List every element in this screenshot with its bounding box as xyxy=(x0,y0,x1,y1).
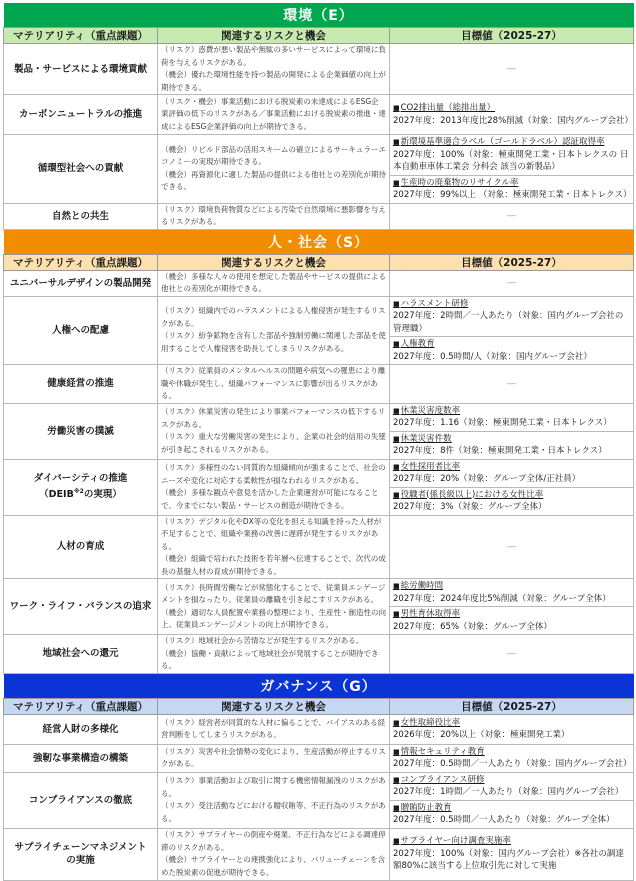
target-block xyxy=(390,175,633,203)
no-target-dash: ― xyxy=(507,541,517,552)
target-block xyxy=(390,297,633,337)
column-header-materiality: マテリアリティ（重点課題） xyxy=(4,698,158,714)
table-row xyxy=(4,772,634,828)
risk-item: （リスク）受注活動などにおける贈収賄等、不正行為のリスクがある。 xyxy=(161,801,386,823)
risk-opportunity-cell xyxy=(158,365,390,404)
materiality-name xyxy=(4,365,158,404)
target-cell xyxy=(390,270,634,296)
target-cell xyxy=(390,44,634,95)
risk-opportunity-cell xyxy=(158,744,390,772)
target-title: ■ ハラスメント研修 xyxy=(393,298,630,311)
risk-opportunity-cell xyxy=(158,203,390,229)
target-title: ■ 生産時の廃棄物のリサイクル率 xyxy=(393,177,630,190)
risk-opportunity-cell xyxy=(158,515,390,579)
risk-item: （機会）協働・貢献によって地域社会が発展することが期待できる。 xyxy=(161,648,379,670)
target-block xyxy=(390,606,633,634)
table-row xyxy=(4,365,634,404)
risk-opportunity-cell xyxy=(158,135,390,204)
target-block xyxy=(390,716,633,743)
materiality-name xyxy=(4,744,158,772)
section-table xyxy=(3,674,634,881)
table-row xyxy=(4,135,634,204)
risk-item: （機会）適切な人員配置や業務の整理により、生産性・創造性の向上、従業員エンゲージメントの向上が期待できる。 xyxy=(161,607,386,629)
target-title: ■ 休業災害件数 xyxy=(393,433,630,446)
target-title: ■ 贈賄防止教育 xyxy=(393,802,630,815)
target-cell xyxy=(390,515,634,579)
target-title: ■ CO2排出量（総排出量） xyxy=(393,102,630,115)
target-block xyxy=(390,336,633,364)
target-block xyxy=(390,101,633,128)
target-value: 2027年度：3%（対象：グループ全体） xyxy=(393,502,547,512)
risk-item: （リスク）サプライヤーの倒産や廃業、不正行為などによる調達停滞のリスクがある。 xyxy=(161,830,386,852)
target-value: 2027年度：1.16（対象：極東開発工業・日本トレクス） xyxy=(393,418,612,428)
risk-opportunity-cell xyxy=(158,635,390,674)
target-block xyxy=(390,431,633,459)
column-header-materiality: マテリアリティ（重点課題） xyxy=(4,28,158,44)
section-title: 人・社会（S） xyxy=(4,230,634,255)
target-value: 2027年度：2時間／一人あたり（対象：国内グループ会社の管理職） xyxy=(393,311,624,334)
column-header-materiality: マテリアリティ（重点課題） xyxy=(4,254,158,270)
target-cell xyxy=(390,365,634,404)
materiality-label: ダイバーシティの推進 xyxy=(33,473,128,485)
table-row xyxy=(4,296,634,365)
table-row xyxy=(4,270,634,296)
target-cell xyxy=(390,714,634,744)
risk-item: （リスク）休業災害の発生により事業パフォーマンスの低下するリスクがある。 xyxy=(161,407,386,429)
materiality-label: 製品・サービスによる環境貢献 xyxy=(13,63,147,75)
target-cell xyxy=(390,459,634,515)
risk-item: （リスク）環境負荷物質などによる汚染で自然環境に悪影響を与えるリスクがある。 xyxy=(161,204,386,226)
materiality-name xyxy=(4,772,158,828)
section-table xyxy=(3,230,634,674)
target-value: 2027年度：100%（対象：極東開発工業・日本トレクスの 日本自動車車体工業会 分科会 該当の新製品） xyxy=(393,149,629,172)
footnote-mark: ※2 xyxy=(73,488,84,496)
risk-item: （機会）組織で培われた技術を若年層へ伝達することで、次代の成長の基盤人材の育成が期待できる。 xyxy=(161,554,386,576)
materiality-label: サプライチェーンマネジメント xyxy=(14,842,147,853)
section-title: 環境（E） xyxy=(4,3,634,28)
materiality-name xyxy=(4,515,158,579)
materiality-name xyxy=(4,828,158,880)
risk-opportunity-cell xyxy=(158,459,390,515)
no-target-dash: ― xyxy=(507,648,517,659)
target-title: ■ 女性採用者比率 xyxy=(393,461,630,474)
risk-opportunity-cell xyxy=(158,714,390,744)
table-row xyxy=(4,579,634,635)
materiality-name xyxy=(4,270,158,296)
materiality-name xyxy=(4,44,158,95)
table-row xyxy=(4,459,634,515)
column-header-target: 目標値（2025-27） xyxy=(390,28,634,44)
target-value: 2027年度：8件（対象：極東開発工業・日本トレクス） xyxy=(393,446,607,456)
risk-opportunity-cell xyxy=(158,44,390,95)
target-title: ■ 男性育休取得率 xyxy=(393,608,630,621)
target-value: 2027年度：1時間／一人あたり（対象：国内グループ会社） xyxy=(393,787,624,797)
column-header-row xyxy=(4,698,634,714)
target-title: ■ 役職者(係長級以上)における女性比率 xyxy=(393,489,630,502)
target-cell xyxy=(390,403,634,459)
risk-item: （リスク）惑費が悪い製品や無駄の多いサービスによって環境に負荷を与えるリスクがある。 xyxy=(161,45,386,67)
section-band xyxy=(4,230,634,255)
target-cell xyxy=(390,203,634,229)
risk-opportunity-cell xyxy=(158,403,390,459)
target-cell xyxy=(390,744,634,772)
materiality-label: 労働災害の撲滅 xyxy=(47,425,114,437)
materiality-table xyxy=(3,3,633,881)
materiality-name xyxy=(4,403,158,459)
no-target-dash: ― xyxy=(507,277,517,288)
target-value: 2027年度：20%（対象：グループ全体/正社員） xyxy=(393,474,581,484)
target-title: ■ 休業災害度数率 xyxy=(393,405,630,418)
materiality-label: コンプライアンスの徹底 xyxy=(28,794,133,806)
target-cell xyxy=(390,635,634,674)
column-header-risk: 関連するリスクと機会 xyxy=(158,698,390,714)
target-title: ■ サプライヤー向け調査実施率 xyxy=(393,835,630,848)
risk-item: （リスク）経営者が同質的な人材に偏ることで、バイアスのある経営判断をしてしまうリスクがある。 xyxy=(161,717,386,739)
table-row xyxy=(4,635,634,674)
risk-item: （リスク）事業活動および取引に関する機密情報漏洩のリスクがある。 xyxy=(161,776,386,798)
risk-item: （リスク）従業員のメンタルヘルスの問題や病気への罹患により離職や休職が発生し、組織パフォーマンスに影響が出るリスクがある。 xyxy=(161,366,386,400)
target-block xyxy=(390,579,633,606)
risk-item: （リスク）重大な労働災害の発生により、企業の社会的信用の失墜が引き起こされるリスクがある。 xyxy=(161,432,386,454)
target-title: ■ 新環境基準適合ラベル（ゴールドラベル）認証取得率 xyxy=(393,136,630,149)
table-row xyxy=(4,403,634,459)
table-row xyxy=(4,744,634,772)
materiality-label: 健康経営の推進 xyxy=(47,378,114,390)
risk-opportunity-cell xyxy=(158,270,390,296)
target-block xyxy=(390,834,633,874)
risk-item: （リスク）多様性のない同質的な組織傾向が強まることで、社会のニーズや変化に対応する柔軟性が損なわれるリスクがある。 xyxy=(161,463,386,485)
target-title: ■ 総労働時間 xyxy=(393,580,630,593)
target-title: ■ コンプライアンス研修 xyxy=(393,774,630,787)
target-block xyxy=(390,800,633,828)
materiality-label: カーボンニュートラルの推進 xyxy=(18,109,143,120)
target-block xyxy=(390,487,633,515)
materiality-sublabel: （DEIB xyxy=(39,489,74,501)
materiality-label: 循環型社会への貢献 xyxy=(37,163,124,175)
target-block xyxy=(390,135,633,175)
section-table xyxy=(3,3,634,230)
target-block xyxy=(390,745,633,772)
target-cell xyxy=(390,579,634,635)
risk-item: （リスク・機会）事業活動における脱炭素の未達成によるESG企業評価の低下のリスクがある／事業活動における脱炭素の推進・達成によるESG企業評価の向上が期待できる。 xyxy=(161,96,386,131)
section-band xyxy=(4,674,634,699)
no-target-dash: ― xyxy=(507,210,517,221)
column-header-row xyxy=(4,254,634,270)
target-value: 2027年度：100%（対象：国内グループ会社）※各社の調達額80%に該当する上位取引先に対して実施 xyxy=(393,848,624,872)
target-title: ■ 情報セキュリティ教育 xyxy=(393,746,630,759)
table-row xyxy=(4,95,634,135)
target-cell xyxy=(390,772,634,828)
target-block xyxy=(390,460,633,487)
materiality-name xyxy=(4,135,158,204)
materiality-name xyxy=(4,203,158,229)
table-row xyxy=(4,714,634,744)
table-row xyxy=(4,515,634,579)
risk-opportunity-cell xyxy=(158,95,390,135)
target-value: 2027年度：0.5時間／一人あたり（対象：グループ全体） xyxy=(393,815,615,825)
target-value: 2027年度：2013年度比28%削減（対象：国内グループ会社） xyxy=(393,115,633,126)
section-band xyxy=(4,3,634,28)
risk-item: （機会）優れた環境性能を持つ製品の開発による企業価値の向上が期待できる。 xyxy=(161,70,386,92)
risk-item: （リスク）デジタル化やDX等の変化を担える知識を持った人材が不足することで、組織や業務の改善に遅滞が発生するリスクがある。 xyxy=(161,516,382,551)
materiality-label: 人材の育成 xyxy=(56,541,105,553)
risk-item: （リスク）紛争鉱物を含有した部品や強制労働に関連した部品を使用することで人権侵害を助長してしまうリスクがある。 xyxy=(161,331,386,353)
table-row xyxy=(4,44,634,95)
risk-item: （リスク）地域社会から苦情などが発生するリスクがある。 xyxy=(161,636,364,645)
risk-item: （機会）再資源化に適した製品の提供による他社との差別化が期待できる。 xyxy=(161,169,386,192)
target-value: 2027年度：99%以上 （対象：極東開発工業・日本トレクス） xyxy=(393,190,632,200)
materiality-label: 地域社会への還元 xyxy=(42,648,119,660)
risk-item: （機会）リビルド部品の活用スキームの確立によるサーキュラーエコノミーの実現が期待できる。 xyxy=(161,144,386,167)
materiality-name xyxy=(4,714,158,744)
materiality-name xyxy=(4,579,158,635)
target-value: 2026年度：20%以上（対象：極東開発工業） xyxy=(393,730,570,740)
target-value: 2027年度：65%（対象：グループ全体） xyxy=(393,621,552,632)
column-header-risk: 関連するリスクと機会 xyxy=(158,254,390,270)
materiality-name xyxy=(4,296,158,365)
risk-opportunity-cell xyxy=(158,579,390,635)
target-cell xyxy=(390,296,634,365)
materiality-label: ワーク・ライフ・バランスの追求 xyxy=(9,601,152,612)
materiality-name xyxy=(4,459,158,515)
target-title: ■ 女性取締役比率 xyxy=(393,717,630,730)
target-value: 2027年度：0.5時間／一人あたり（対象：国内グループ会社） xyxy=(393,759,632,769)
target-cell xyxy=(390,828,634,880)
target-block xyxy=(390,773,633,800)
materiality-name xyxy=(4,95,158,135)
materiality-label: 強靭な事業構造の構築 xyxy=(32,752,128,764)
materiality-label: 経営人財の多様化 xyxy=(42,723,119,735)
column-header-target: 目標値（2025-27） xyxy=(390,254,634,270)
section-title: ガバナンス（G） xyxy=(4,674,634,699)
column-header-row xyxy=(4,28,634,44)
target-cell xyxy=(390,95,634,135)
materiality-label: 自然との共生 xyxy=(51,210,109,222)
no-target-dash: ― xyxy=(507,63,517,74)
risk-opportunity-cell xyxy=(158,296,390,365)
risk-item: （機会）多様な人々の使用を想定した製品やサービスの提供による他社との差別化が期待できる。 xyxy=(161,271,386,293)
materiality-label: 人権への配慮 xyxy=(51,324,109,336)
risk-item: （リスク）長時間労働などが常態化することで、従業員エンゲージメントを損なったり、従業員の離職を引き起こすリスクがある。 xyxy=(161,582,386,604)
target-block xyxy=(390,404,633,431)
materiality-sublabel-end: の実現） xyxy=(83,489,122,501)
target-title: ■ 人権教育 xyxy=(393,338,630,351)
target-cell xyxy=(390,135,634,204)
table-row xyxy=(4,828,634,880)
risk-item: （リスク）災害や社会情勢の変化により、生産活動が停止するリスクがある。 xyxy=(161,746,386,768)
target-value: 2027年度：0.5時間/人（対象：国内グループ会社） xyxy=(393,351,592,362)
table-row xyxy=(4,203,634,229)
risk-item: （リスク）組織内でのハラスメントによる人権侵害が発生するリスクがある。 xyxy=(161,306,386,328)
risk-item: （機会）多様な観点や意見を活かした企業運営が可能になることで、今までにない製品・サービスの創造が期待できる。 xyxy=(161,488,379,510)
materiality-label: ユニバーサルデザインの製品開発 xyxy=(9,277,152,289)
materiality-label-line2: の実施 xyxy=(66,855,95,866)
column-header-risk: 関連するリスクと機会 xyxy=(158,28,390,44)
column-header-target: 目標値（2025-27） xyxy=(390,698,634,714)
risk-item: （機会）サプライヤーとの連携強化により、バリューチェーンを含めた脱炭素の促進が期待できる。 xyxy=(161,855,386,877)
risk-opportunity-cell xyxy=(158,828,390,880)
risk-opportunity-cell xyxy=(158,772,390,828)
no-target-dash: ― xyxy=(507,378,517,389)
materiality-name xyxy=(4,635,158,674)
target-value: 2027年度：2024年度比5%削減（対象：グループ全体） xyxy=(393,593,611,604)
